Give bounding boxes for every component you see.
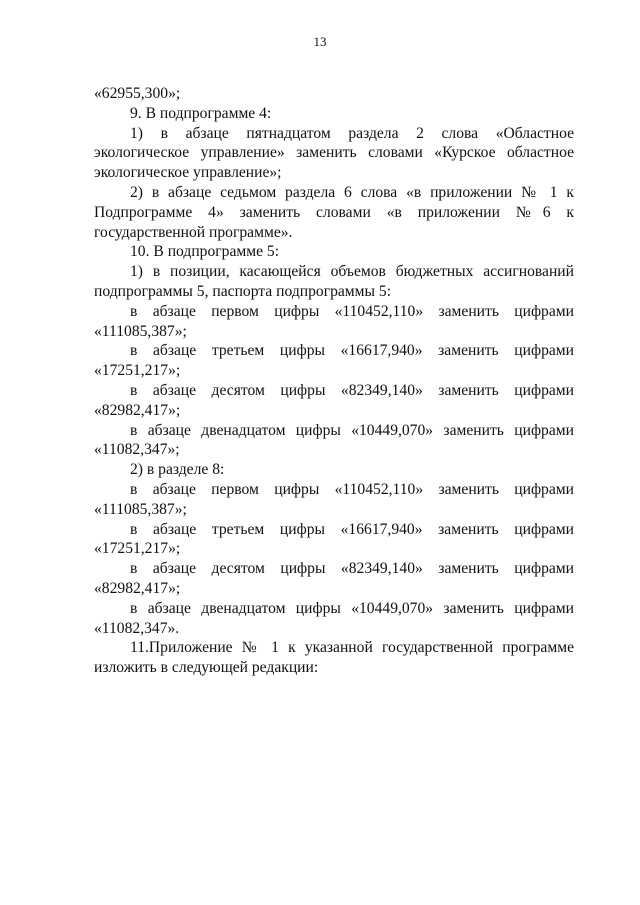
paragraph: 1) в позиции, касающейся объемов бюджетных ассигнований подпрограммы 5, паспорта подпрограммы 5:: [94, 263, 574, 300]
document-body: [94, 84, 574, 678]
paragraph: в абзаце первом цифры «110452,110» заменить цифрами «111085,387»;: [94, 480, 574, 518]
paragraph: 1) в абзаце пятнадцатом раздела 2 слова «Областное экологическое управление» заменить словами «Курское областное экологическое управление»;: [94, 124, 574, 182]
paragraph: 11.Приложение № 1 к указанной государственной программе изложить в следующей редакции:: [94, 639, 574, 677]
paragraph: 9. В подпрограмме 4:: [130, 104, 272, 122]
paragraph: в абзаце третьем цифры «16617,940» заменить цифрами «17251,217»;: [94, 520, 574, 558]
paragraph: 2) в абзаце седьмом раздела 6 слова «в приложении № 1 к Подпрограмме 4» заменить словами «в приложении №6 к государственной программе».: [94, 183, 574, 241]
paragraph: в абзаце двенадцатом цифры «10449,070» заменить цифрами «11082,347».: [94, 599, 574, 637]
paragraph: 10. В подпрограмме 5:: [130, 243, 280, 261]
paragraph: в абзаце первом цифры «110452,110» заменить цифрами «111085,387»;: [94, 302, 574, 340]
paragraph: в абзаце десятом цифры «82349,140» заменить цифрами «82982,417»;: [94, 560, 574, 597]
paragraph: в абзаце десятом цифры «82349,140» заменить цифрами «82982,417»;: [94, 381, 574, 419]
paragraph: 2) в разделе 8:: [130, 461, 225, 479]
page-number: 13: [313, 34, 327, 49]
paragraph: в абзаце третьем цифры «16617,940» заменить цифрами «17251,217»;: [94, 342, 574, 380]
paragraph: «62955,300»;: [94, 85, 181, 102]
paragraph: в абзаце двенадцатом цифры «10449,070» заменить цифрами «11082,347»;: [94, 421, 574, 459]
